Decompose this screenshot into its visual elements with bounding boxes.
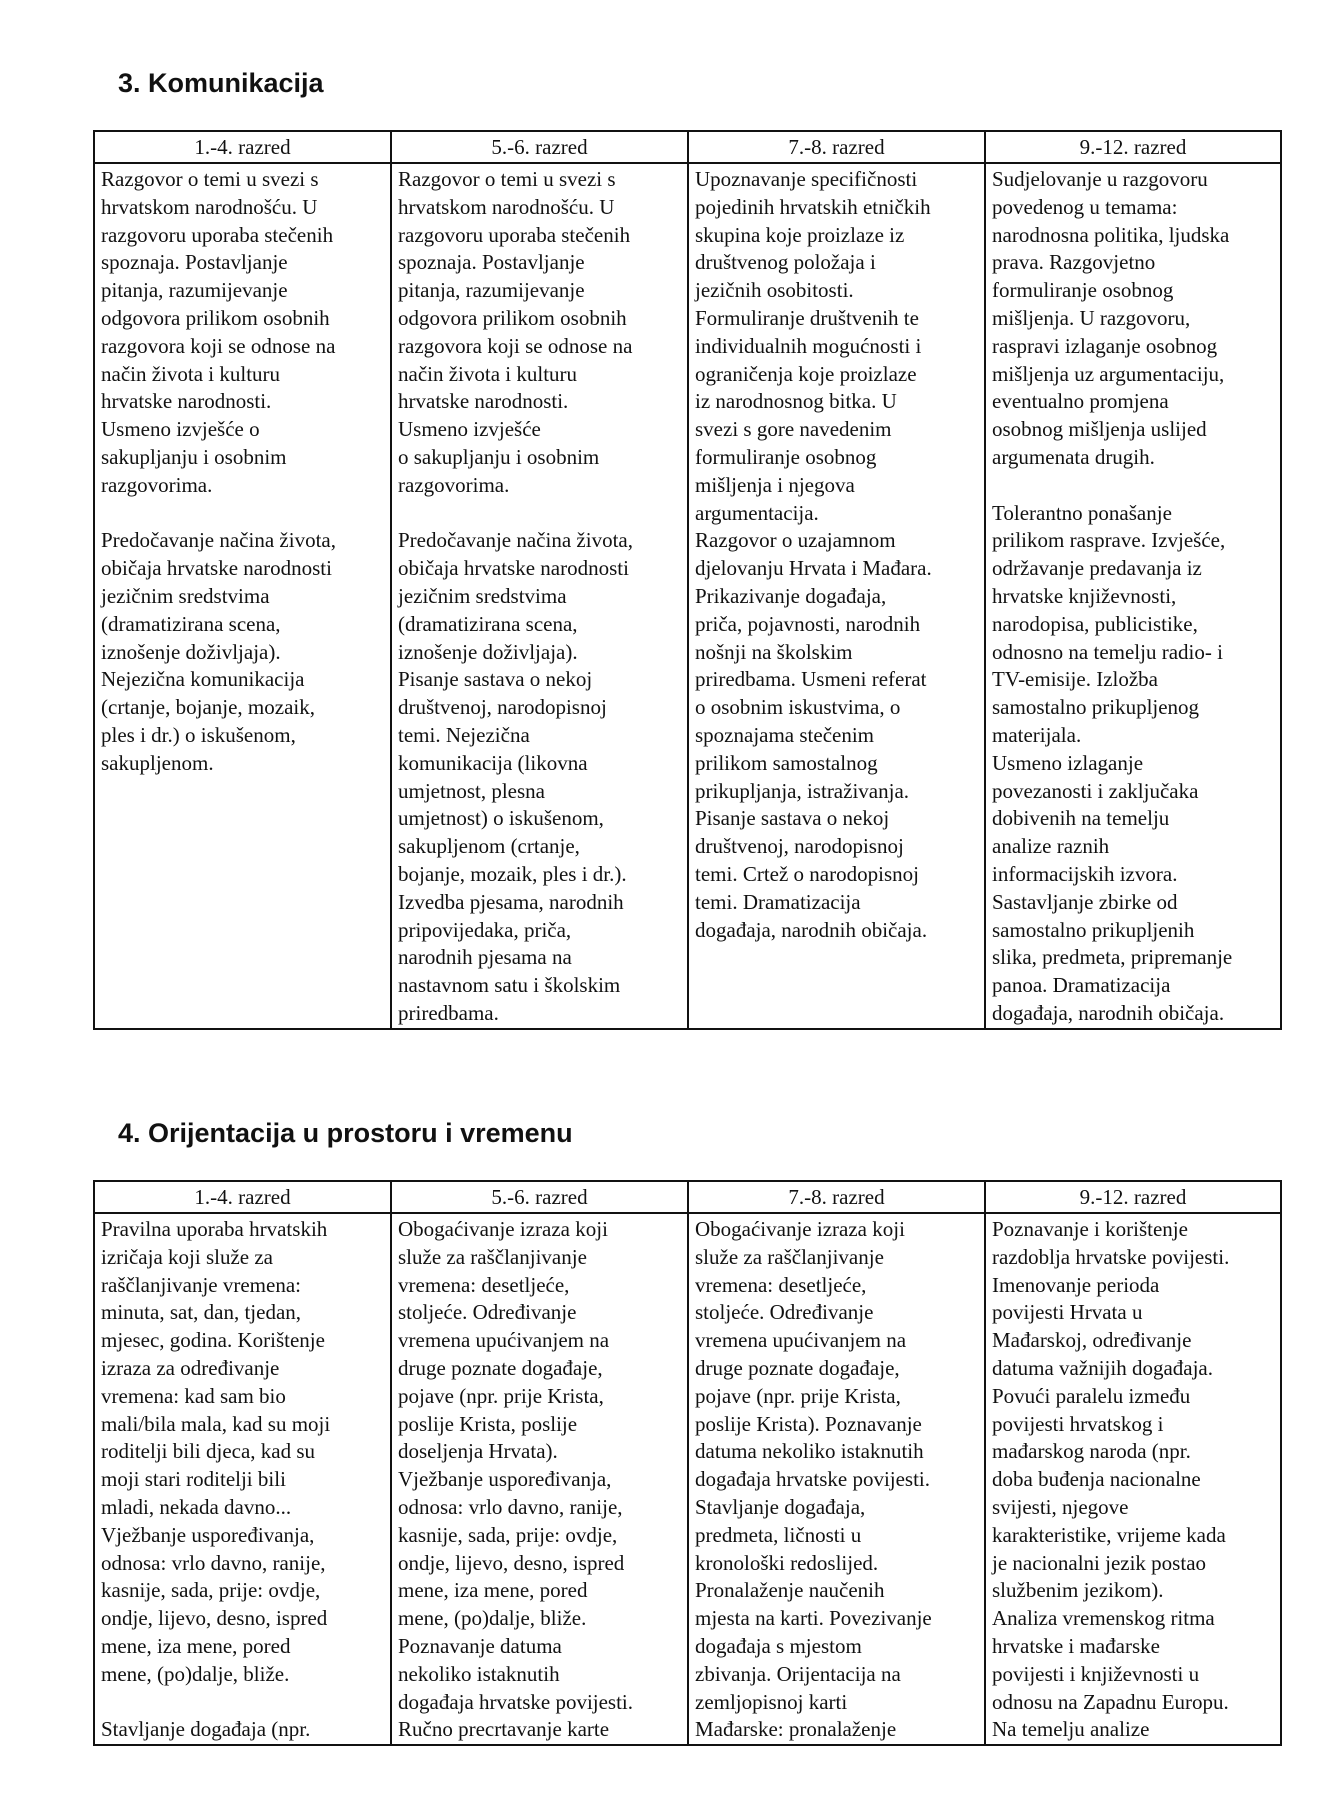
cell-paragraph: Sudjelovanje u razgovoru povedenog u temama: narodnosna politika, ljudska prava. Razgovjetno formuliranje osobnog mišljenja. U razgovoru, raspravi izlaganje osobnog mišljenja uz argumentaciju, eventualno promjena osobnog mišljenja uslijed argumenata drugih.: [992, 167, 1230, 469]
cell-paragraph: Obogaćivanje izraza koji služе za raščlanjivanje vremena: desetljeće, stoljeće. Određivanje vremena upućivanjem na druge poznate događaje, pojave (npr. prije Krista, poslije Krista). Poznavanje datuma nekoliko istaknutih događaja hrvatske povijesti. Stavljanje događaja, predmeta, ličnosti u kronološki redoslijed. Pronalaženje naučenih mjesta na karti. Povezivanje događaja s mjestom zbivanja. Orijentacija na zemljopisnoj karti Mađarske: pronalaženje: [695, 1217, 932, 1742]
table-cell: [985, 1213, 1281, 1745]
column-header: 1.-4. razred: [94, 131, 391, 163]
table-cell: [688, 163, 985, 1029]
column-header: 9.-12. razred: [985, 131, 1281, 163]
cell-paragraph: Obogaćivanje izraza koji služе za raščlanjivanje vremena: desetljeće, stoljeće. Određivanje vremena upućivanjem na druge poznate događaje, pojave (npr. prije Krista, poslije Krista, poslije doseljenja Hrvata). Vježbanje uspoređivanja, odnosa: vrlo davno, ranije, kasnije, sada, prije: ovdje, ondje, lijevo, desno, ispred mene, iza mene, pored mene, (po)dalje, bliže. Poznavanje datuma nekoliko istaknutih događaja hrvatske povijesti. Ručno precrtavanje karte: [398, 1217, 634, 1742]
cell-paragraph: Poznavanje i korištenje razdoblja hrvatske povijesti. Imenovanje perioda povijesti Hrvata u Mađarskoj, određivanje datuma važnijih događaja. Povući paralelu između povijesti hrvatskog i mađarskog naroda (npr. doba buđenja nacionalne svijesti, njegove karakteristike, vrijeme kada je nacionalni jezik postao službenim jezikom). Analiza vremenskog ritma hrvatske i mađarske povijesti i književnosti u odnosu na Zapadnu Europu. Na temelju analize: [992, 1217, 1230, 1742]
table-cell: [688, 1213, 985, 1745]
table-row: [94, 163, 1281, 1029]
cell-paragraph: Pravilna uporaba hrvatskih izričaja koji služe za raščlanjivanje vremena: minuta, sat, dan, tjedan, mjesec, godina. Korištenje izraza za određivanje vremena: kad sam bio mali/bila mala, kad su moji roditelji bili djeca, kad su moji stari roditelji bili mladi, nekada davno... Vježbanje uspoređivanja, odnosa: vrlo davno, ranije, kasnije, sada, prije: ovdje, ondje, lijevo, desno, ispred mene, iza mene, pored mene, (po)dalje, bliže.: [101, 1217, 331, 1686]
cell-paragraph: Tolerantno ponašanje prilikom rasprave. Izvješće, održavanje predavanja iz hrvatske književnosti, narodopisa, publicistike, odnosno na temelju radio- i TV-emisije. Izložba samostalno prikupljenog materijala. Usmeno izlaganje povezanosti i zaključaka dobivenih na temelju analize raznih informacijskih izvora. Sastavljanje zbirke od samostalno prikupljenih slika, predmeta, pripremanje panoa. Dramatizacija događaja, narodnih običaja.: [992, 500, 1233, 1025]
table-cell: [391, 163, 688, 1029]
table-cell: [391, 1213, 688, 1745]
table-orijentacija: [93, 1180, 1282, 1746]
section-title-komunikacija: 3. Komunikacija: [118, 68, 324, 98]
section-title-orijentacija: 4. Orijentacija u prostoru i vremenu: [118, 1118, 573, 1148]
table-cell: [94, 163, 391, 1029]
cell-paragraph: Stavljanje događaja (npr.: [101, 1717, 311, 1742]
cell-paragraph: Predočavanje načina života, običaja hrvatske narodnosti jezičnim sredstvima (dramatizirana scena, iznošenje doživljaja). Nejezična komunikacija (crtanje, bojanje, mozaik, ples i dr.) o iskušenom, sakupljenom.: [101, 528, 336, 775]
column-header: 9.-12. razred: [985, 1181, 1281, 1213]
cell-paragraph: Razgovor o temi u svezi s hrvatskom narodnošću. U razgovoru uporaba stečenih spoznaja. Postavljanje pitanja, razumijevanje odgovora prilikom osobnih razgovora koji se odnose na način života i kulturu hrvatske narodnosti. Usmeno izvješće o sakupljanju i osobnim razgovorima.: [398, 167, 633, 497]
table-header-row: [94, 131, 1281, 163]
table-row: [94, 1213, 1281, 1745]
column-header: 7.-8. razred: [688, 1181, 985, 1213]
cell-paragraph: Razgovor o temi u svezi s hrvatskom narodnošću. U razgovoru uporaba stečenih spoznaja. Postavljanje pitanja, razumijevanje odgovora prilikom osobnih razgovora koji se odnose na način života i kulturu hrvatske narodnosti. Usmeno izvješće o sakupljanju i osobnim razgovorima.: [101, 167, 336, 497]
cell-paragraph: Upoznavanje specifičnosti pojedinih hrvatskih etničkih skupina koje proizlaze iz društvenog položaja i jezičnih osobitosti. Formuliranje društvenih te individualnih mogućnosti i ograničenja koje proizlaze iz narodnosnog bitka. U svezi s gore navedenim formuliranje osobnog mišljenja i njegova argumentacija.: [695, 167, 931, 525]
column-header: 5.-6. razred: [391, 1181, 688, 1213]
table-cell: [985, 163, 1281, 1029]
column-header: 1.-4. razred: [94, 1181, 391, 1213]
column-header: 7.-8. razred: [688, 131, 985, 163]
column-header: 5.-6. razred: [391, 131, 688, 163]
cell-paragraph: Razgovor o uzajamnom djelovanju Hrvata i Mađara. Prikazivanje događaja, priča, pojavnosti, narodnih nošnji na školskim priredbama. Usmeni referat o osobnim iskustvima, o spoznajama stečenim prilikom samostalnog prikupljanja, istraživanja. Pisanje sastava o nekoj društvenoj, narodopisnoj temi. Crtež o narodopisnoj temi. Dramatizacija događaja, narodnih običaja.: [695, 528, 932, 942]
table-komunikacija: [93, 130, 1282, 1030]
cell-paragraph: Predočavanje načina života, običaja hrvatske narodnosti jezičnim sredstvima (dramatizirana scena, iznošenje doživljaja). Pisanje sastava o nekoj društvenoj, narodopisnoj temi. Nejezična komunikacija (likovna umjetnost, plesna umjetnost) o iskušenom, sakupljenom (crtanje, bojanje, mozaik, ples i dr.). Izvedba pjesama, narodnih pripovijedaka, priča, narodnih pjesama na nastavnom satu i školskim priredbama.: [398, 528, 633, 1025]
table-cell: [94, 1213, 391, 1745]
table-header-row: [94, 1181, 1281, 1213]
